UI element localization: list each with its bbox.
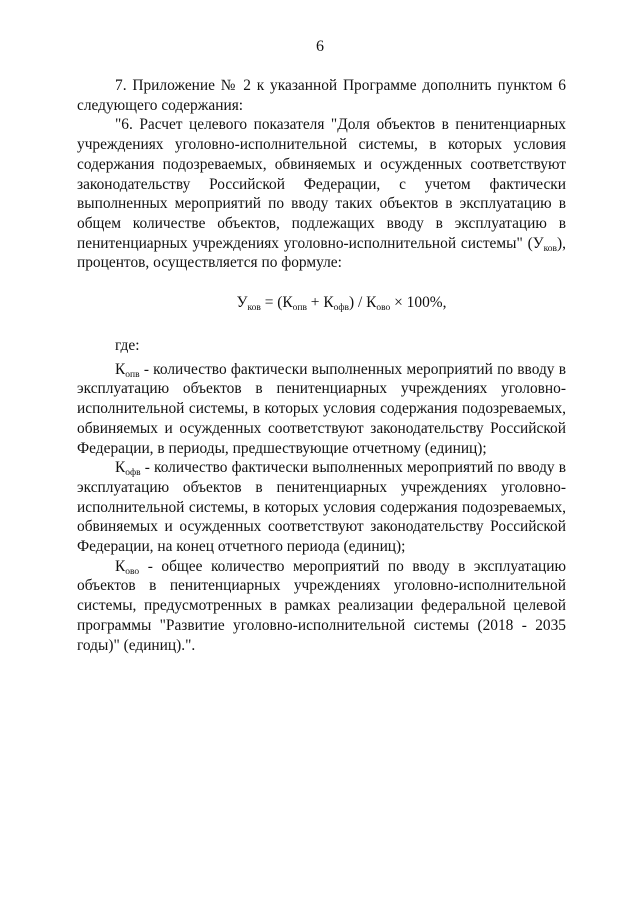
formula-y: У: [236, 294, 248, 312]
definition-subscript: ово: [125, 566, 140, 577]
formula-div: ) / К: [349, 294, 377, 312]
formula-plus: + К: [306, 294, 334, 312]
formula-eq-open: = (К: [260, 294, 293, 312]
page-number: 6: [316, 38, 324, 55]
symbol-subscript: ков: [543, 243, 558, 254]
formula: [77, 293, 566, 313]
formula-k1-subscript: опв: [292, 303, 307, 314]
definition-symbol: К: [115, 459, 126, 477]
definition-subscript: опв: [125, 369, 140, 380]
formula-k2-subscript: офв: [333, 303, 349, 314]
formula-y-subscript: ков: [247, 303, 261, 314]
definition-text: - количество фактически выполненных мероприятий по вводу в эксплуатацию объектов в пенитенциарных учреждениях уголовно-исполнительной системы, в которых условия содержания подозреваемых, обвиняемых и осужденных соответствуют законодательству Российской Федерации, в периоды, предшествующие отчетному (единиц);: [77, 360, 566, 457]
formula-k3-subscript: ово: [376, 303, 391, 314]
definition-subscript: офв: [125, 468, 141, 479]
paragraph-item-6-tail: ), процентов, осуществляется по формуле:: [77, 234, 566, 272]
definition-text: - общее количество мероприятий по вводу в эксплуатацию объектов в пенитенциарных учреждениях уголовно-исполнительной системы, предусмотренных в рамках реализации федеральной целевой программы "Развитие уголовно-исполнительной системы (2018 - 2035 годы)" (единиц).".: [77, 557, 566, 654]
definition-k-ofv: [77, 458, 566, 557]
paragraph-amendment-item-7: 7. Приложение № 2 к указанной Программе дополнить пунктом 6 следующего содержания:: [77, 77, 566, 114]
definition-symbol: К: [115, 360, 126, 378]
where-label: где:: [115, 337, 140, 355]
document-body: [77, 76, 566, 655]
definition-k-opv: [77, 360, 566, 459]
paragraph-item-6-calculation: [77, 115, 566, 273]
formula-tail: × 100%,: [390, 294, 447, 312]
definition-text: - количество фактически выполненных мероприятий по вводу в эксплуатацию объектов в пенитенциарных учреждениях уголовно-исполнительной системы, в которых условия содержания подозреваемых, обвиняемых и осужденных соответствуют законодательству Российской Федерации, на конец отчетного периода (единиц);: [77, 459, 566, 556]
definition-symbol: К: [115, 557, 126, 575]
paragraph-item-6-text: "6. Расчет целевого показателя "Доля объектов в пенитенциарных учреждениях уголовно-исполнительной системы, в которых условия содержания подозреваемых, обвиняемых и осужденных соответствуют законодательству Российской Федерации, с учетом фактически выполненных мероприятий по вводу таких объектов в эксплуатацию в общем количестве объектов, подлежащих вводу в эксплуатацию в пенитенциарных учреждениях уголовно-исполнительной системы" (У: [77, 116, 566, 252]
definition-k-ovo: [77, 557, 566, 656]
